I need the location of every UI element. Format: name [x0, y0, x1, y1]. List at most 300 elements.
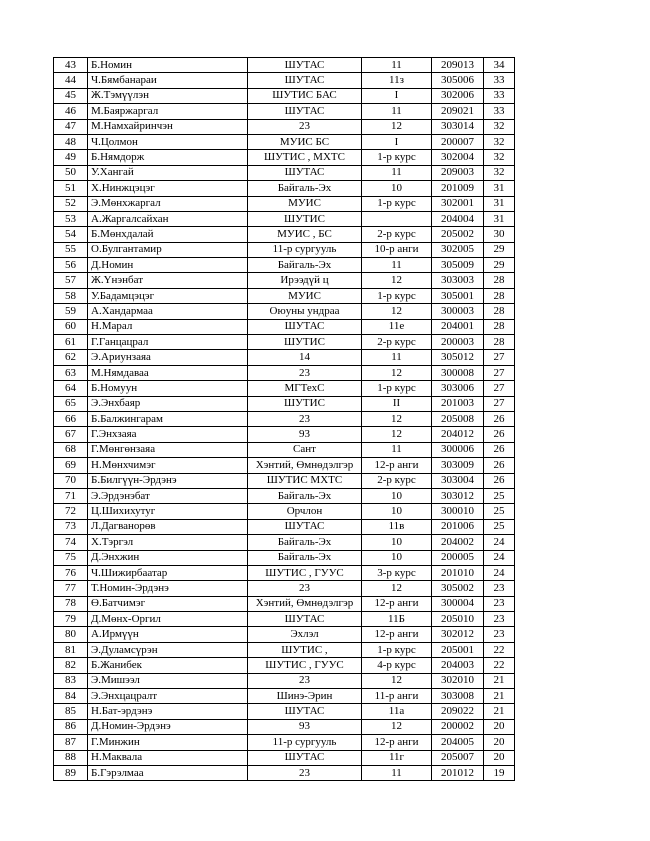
grade-level-cell: 11 [362, 258, 432, 273]
score-cell: 25 [484, 519, 515, 534]
participant-name-cell: Э.Ариунзаяа [88, 350, 248, 365]
score-cell: 26 [484, 458, 515, 473]
grade-level-cell: 12 [362, 304, 432, 319]
participant-id-cell: 302010 [432, 673, 484, 688]
participant-id-cell: 303003 [432, 273, 484, 288]
participant-name-cell: Э.Дуламсүрэн [88, 642, 248, 657]
school-name-cell: Орчлон [248, 504, 362, 519]
grade-level-cell: 10 [362, 488, 432, 503]
participant-name-cell: Б.Балжингарам [88, 411, 248, 426]
participant-id-cell: 302001 [432, 196, 484, 211]
participant-name-cell: Б.Жанибек [88, 658, 248, 673]
table-row [54, 150, 515, 165]
participant-id-cell: 300003 [432, 304, 484, 319]
school-name-cell: Байгаль-Эх [248, 181, 362, 196]
grade-level-cell: 11 [362, 765, 432, 780]
row-number-cell: 73 [54, 519, 88, 534]
row-number-cell: 50 [54, 165, 88, 180]
score-cell: 25 [484, 504, 515, 519]
school-name-cell: ШУТАС [248, 750, 362, 765]
school-name-cell: ШУТАС [248, 319, 362, 334]
participant-id-cell: 205010 [432, 612, 484, 627]
participant-name-cell: Ж.Үнэнбат [88, 273, 248, 288]
score-cell: 24 [484, 550, 515, 565]
row-number-cell: 54 [54, 227, 88, 242]
participant-name-cell: Н.Маквала [88, 750, 248, 765]
participant-name-cell: Э.Мөнхжаргал [88, 196, 248, 211]
table-row [54, 88, 515, 103]
row-number-cell: 74 [54, 535, 88, 550]
participant-id-cell: 204004 [432, 211, 484, 226]
row-number-cell: 84 [54, 689, 88, 704]
grade-level-cell: 12 [362, 119, 432, 134]
school-name-cell: ШУТИС , МХТС [248, 150, 362, 165]
row-number-cell: 65 [54, 396, 88, 411]
participant-name-cell: Х.Тэргэл [88, 535, 248, 550]
grade-level-cell: 1-р курс [362, 381, 432, 396]
grade-level-cell: 10 [362, 504, 432, 519]
participant-id-cell: 200007 [432, 134, 484, 149]
score-cell: 32 [484, 165, 515, 180]
row-number-cell: 83 [54, 673, 88, 688]
participant-id-cell: 302006 [432, 88, 484, 103]
score-cell: 19 [484, 765, 515, 780]
school-name-cell: ШУТИС БАС [248, 88, 362, 103]
row-number-cell: 76 [54, 565, 88, 580]
score-cell: 26 [484, 473, 515, 488]
score-cell: 32 [484, 134, 515, 149]
participant-name-cell: А.Ирмүүн [88, 627, 248, 642]
grade-level-cell: II [362, 396, 432, 411]
participant-name-cell: Э.Энхбаяр [88, 396, 248, 411]
table-row [54, 535, 515, 550]
table-row [54, 350, 515, 365]
grade-level-cell: 12 [362, 411, 432, 426]
row-number-cell: 85 [54, 704, 88, 719]
participant-id-cell: 201009 [432, 181, 484, 196]
table-row [54, 335, 515, 350]
participant-name-cell: Н.Марал [88, 319, 248, 334]
row-number-cell: 79 [54, 612, 88, 627]
table-row [54, 719, 515, 734]
score-cell: 29 [484, 242, 515, 257]
school-name-cell: ШУТИС , ГУУС [248, 565, 362, 580]
participant-name-cell: Д.Номин [88, 258, 248, 273]
table-row [54, 381, 515, 396]
row-number-cell: 88 [54, 750, 88, 765]
participant-name-cell: Б.Мөнхдалай [88, 227, 248, 242]
row-number-cell: 64 [54, 381, 88, 396]
table-row [54, 581, 515, 596]
grade-level-cell: 1-р курс [362, 150, 432, 165]
grade-level-cell: 12-р анги [362, 458, 432, 473]
score-cell: 23 [484, 627, 515, 642]
participant-name-cell: Б.Билгүүн-Эрдэнэ [88, 473, 248, 488]
row-number-cell: 56 [54, 258, 88, 273]
table-row [54, 242, 515, 257]
score-cell: 22 [484, 658, 515, 673]
row-number-cell: 69 [54, 458, 88, 473]
school-name-cell: ШУТАС [248, 519, 362, 534]
score-cell: 23 [484, 581, 515, 596]
participant-name-cell: Н.Бат-эрдэнэ [88, 704, 248, 719]
grade-level-cell: 10 [362, 181, 432, 196]
table-row [54, 642, 515, 657]
grade-level-cell: 11а [362, 704, 432, 719]
table-row [54, 396, 515, 411]
school-name-cell: 23 [248, 673, 362, 688]
table-row [54, 673, 515, 688]
row-number-cell: 60 [54, 319, 88, 334]
school-name-cell: Сант [248, 442, 362, 457]
school-name-cell: ШУТАС [248, 612, 362, 627]
participant-id-cell: 201010 [432, 565, 484, 580]
school-name-cell: Шинэ-Эрин [248, 689, 362, 704]
row-number-cell: 58 [54, 288, 88, 303]
table-row [54, 227, 515, 242]
table-row [54, 181, 515, 196]
table-row [54, 304, 515, 319]
school-name-cell: Хэнтий, Өмнөдэлгэр [248, 458, 362, 473]
school-name-cell: 23 [248, 365, 362, 380]
participant-id-cell: 209021 [432, 104, 484, 119]
school-name-cell: ШУТИС [248, 396, 362, 411]
school-name-cell: МУИС , БС [248, 227, 362, 242]
table-row [54, 658, 515, 673]
participant-name-cell: Д.Энхжин [88, 550, 248, 565]
grade-level-cell: 2-р курс [362, 227, 432, 242]
score-cell: 23 [484, 596, 515, 611]
grade-level-cell: 1-р курс [362, 196, 432, 211]
participant-name-cell: Б.Номин [88, 58, 248, 73]
table-row [54, 73, 515, 88]
table-row [54, 458, 515, 473]
participant-id-cell: 300010 [432, 504, 484, 519]
participant-name-cell: М.Нямдаваа [88, 365, 248, 380]
participant-id-cell: 303008 [432, 689, 484, 704]
score-cell: 31 [484, 211, 515, 226]
table-row [54, 427, 515, 442]
participant-name-cell: Б.Гэрэлмаа [88, 765, 248, 780]
score-cell: 30 [484, 227, 515, 242]
row-number-cell: 81 [54, 642, 88, 657]
row-number-cell: 52 [54, 196, 88, 211]
grade-level-cell: 12 [362, 719, 432, 734]
participant-id-cell: 205001 [432, 642, 484, 657]
row-number-cell: 86 [54, 719, 88, 734]
participant-id-cell: 204005 [432, 735, 484, 750]
row-number-cell: 59 [54, 304, 88, 319]
row-number-cell: 67 [54, 427, 88, 442]
participant-id-cell: 303014 [432, 119, 484, 134]
table-row [54, 704, 515, 719]
school-name-cell: ШУТАС [248, 73, 362, 88]
score-cell: 25 [484, 488, 515, 503]
school-name-cell: МУИС [248, 196, 362, 211]
grade-level-cell: 12-р анги [362, 735, 432, 750]
participant-name-cell: О.Булгантамир [88, 242, 248, 257]
participant-id-cell: 305006 [432, 73, 484, 88]
table-row [54, 473, 515, 488]
school-name-cell: ШУТИС [248, 211, 362, 226]
row-number-cell: 48 [54, 134, 88, 149]
school-name-cell: МУИС БС [248, 134, 362, 149]
row-number-cell: 66 [54, 411, 88, 426]
school-name-cell: ШУТАС [248, 165, 362, 180]
score-cell: 26 [484, 442, 515, 457]
participant-id-cell: 303006 [432, 381, 484, 396]
table-row [54, 504, 515, 519]
grade-level-cell: 3-р курс [362, 565, 432, 580]
grade-level-cell: 11 [362, 165, 432, 180]
table-row [54, 134, 515, 149]
participant-id-cell: 302012 [432, 627, 484, 642]
grade-level-cell: 11г [362, 750, 432, 765]
grade-level-cell: 1-р курс [362, 642, 432, 657]
participant-id-cell: 303009 [432, 458, 484, 473]
participant-id-cell: 205002 [432, 227, 484, 242]
score-cell: 29 [484, 258, 515, 273]
grade-level-cell: 4-р курс [362, 658, 432, 673]
table-row [54, 765, 515, 780]
table-row [54, 550, 515, 565]
table-row [54, 104, 515, 119]
row-number-cell: 77 [54, 581, 88, 596]
table-row [54, 612, 515, 627]
participant-id-cell: 209003 [432, 165, 484, 180]
row-number-cell: 44 [54, 73, 88, 88]
grade-level-cell: 11е [362, 319, 432, 334]
participant-id-cell: 201006 [432, 519, 484, 534]
score-cell: 24 [484, 565, 515, 580]
grade-level-cell: 11Б [362, 612, 432, 627]
grade-level-cell: 12 [362, 673, 432, 688]
row-number-cell: 55 [54, 242, 88, 257]
participant-name-cell: Д.Номин-Эрдэнэ [88, 719, 248, 734]
participant-name-cell: Г.Минжин [88, 735, 248, 750]
score-cell: 32 [484, 150, 515, 165]
score-cell: 23 [484, 612, 515, 627]
row-number-cell: 53 [54, 211, 88, 226]
participant-name-cell: М.Намхайринчэн [88, 119, 248, 134]
participant-id-cell: 204012 [432, 427, 484, 442]
row-number-cell: 45 [54, 88, 88, 103]
school-name-cell: Байгаль-Эх [248, 258, 362, 273]
row-number-cell: 61 [54, 335, 88, 350]
school-name-cell: Байгаль-Эх [248, 488, 362, 503]
score-cell: 28 [484, 304, 515, 319]
row-number-cell: 43 [54, 58, 88, 73]
school-name-cell: Хэнтий, Өмнөдэлгэр [248, 596, 362, 611]
participant-id-cell: 302005 [432, 242, 484, 257]
grade-level-cell: I [362, 88, 432, 103]
participant-name-cell: Г.Мөнгөнзаяа [88, 442, 248, 457]
score-cell: 33 [484, 73, 515, 88]
participant-name-cell: Л.Дагванорөв [88, 519, 248, 534]
row-number-cell: 57 [54, 273, 88, 288]
school-name-cell: 23 [248, 581, 362, 596]
score-cell: 27 [484, 365, 515, 380]
participant-id-cell: 200003 [432, 335, 484, 350]
row-number-cell: 87 [54, 735, 88, 750]
participant-name-cell: Б.Номуун [88, 381, 248, 396]
participant-id-cell: 305009 [432, 258, 484, 273]
score-cell: 21 [484, 689, 515, 704]
participant-id-cell: 204003 [432, 658, 484, 673]
school-name-cell: 14 [248, 350, 362, 365]
table-row [54, 519, 515, 534]
school-name-cell: Байгаль-Эх [248, 535, 362, 550]
row-number-cell: 46 [54, 104, 88, 119]
grade-level-cell: 10 [362, 535, 432, 550]
participant-name-cell: Г.Энхзаяа [88, 427, 248, 442]
participant-name-cell: Э.Энхцацралт [88, 689, 248, 704]
score-cell: 26 [484, 411, 515, 426]
table-row [54, 627, 515, 642]
participant-id-cell: 305002 [432, 581, 484, 596]
participant-id-cell: 201012 [432, 765, 484, 780]
score-cell: 28 [484, 319, 515, 334]
score-cell: 27 [484, 350, 515, 365]
grade-level-cell: 11-р анги [362, 689, 432, 704]
score-cell: 28 [484, 288, 515, 303]
participant-name-cell: У.Хангай [88, 165, 248, 180]
participant-id-cell: 204001 [432, 319, 484, 334]
table-row [54, 288, 515, 303]
participant-name-cell: А.Жаргалсайхан [88, 211, 248, 226]
participant-id-cell: 300004 [432, 596, 484, 611]
school-name-cell: 93 [248, 427, 362, 442]
school-name-cell: ШУТАС [248, 58, 362, 73]
participant-id-cell: 300008 [432, 365, 484, 380]
score-cell: 28 [484, 273, 515, 288]
participant-name-cell: М.Баяржаргал [88, 104, 248, 119]
participant-name-cell: Б.Нямдорж [88, 150, 248, 165]
grade-level-cell: 10-р анги [362, 242, 432, 257]
participant-id-cell: 300006 [432, 442, 484, 457]
grade-level-cell: 2-р курс [362, 473, 432, 488]
grade-level-cell: I [362, 134, 432, 149]
score-cell: 31 [484, 181, 515, 196]
school-name-cell: Оюуны ундраа [248, 304, 362, 319]
school-name-cell: ШУТИС [248, 335, 362, 350]
score-cell: 33 [484, 104, 515, 119]
participant-id-cell: 303004 [432, 473, 484, 488]
participant-id-cell: 303012 [432, 488, 484, 503]
school-name-cell: ШУТАС [248, 104, 362, 119]
participant-id-cell: 204002 [432, 535, 484, 550]
table-row [54, 273, 515, 288]
school-name-cell: 93 [248, 719, 362, 734]
school-name-cell: ШУТИС МХТС [248, 473, 362, 488]
participant-id-cell: 200002 [432, 719, 484, 734]
score-cell: 28 [484, 335, 515, 350]
results-table-body [54, 58, 515, 781]
row-number-cell: 70 [54, 473, 88, 488]
participant-name-cell: Д.Мөнх-Оргил [88, 612, 248, 627]
grade-level-cell: 12-р анги [362, 596, 432, 611]
participant-id-cell: 209013 [432, 58, 484, 73]
participant-id-cell: 305012 [432, 350, 484, 365]
participant-name-cell: Х.Нинжцэцэг [88, 181, 248, 196]
grade-level-cell: 11в [362, 519, 432, 534]
grade-level-cell: 12 [362, 273, 432, 288]
row-number-cell: 71 [54, 488, 88, 503]
participant-id-cell: 302004 [432, 150, 484, 165]
participant-id-cell: 205007 [432, 750, 484, 765]
school-name-cell: 11-р сургууль [248, 735, 362, 750]
school-name-cell: Ирээдүй ц [248, 273, 362, 288]
row-number-cell: 80 [54, 627, 88, 642]
grade-level-cell: 11 [362, 442, 432, 457]
school-name-cell: ШУТИС , [248, 642, 362, 657]
participant-name-cell: Ж.Тэмүүлэн [88, 88, 248, 103]
grade-level-cell: 12 [362, 365, 432, 380]
school-name-cell: МГТехС [248, 381, 362, 396]
participant-name-cell: Э.Эрдэнэбат [88, 488, 248, 503]
table-row [54, 442, 515, 457]
score-cell: 27 [484, 396, 515, 411]
row-number-cell: 49 [54, 150, 88, 165]
grade-level-cell: 12 [362, 427, 432, 442]
table-row [54, 735, 515, 750]
participant-id-cell: 201003 [432, 396, 484, 411]
row-number-cell: 89 [54, 765, 88, 780]
participant-id-cell: 200005 [432, 550, 484, 565]
table-row [54, 565, 515, 580]
participant-name-cell: Ө.Батчимэг [88, 596, 248, 611]
table-row [54, 319, 515, 334]
participant-name-cell: Т.Номин-Эрдэнэ [88, 581, 248, 596]
score-cell: 26 [484, 427, 515, 442]
score-cell: 20 [484, 750, 515, 765]
participant-name-cell: Н.Мөнхчимэг [88, 458, 248, 473]
score-cell: 20 [484, 735, 515, 750]
participant-name-cell: Ч.Шижирбаатар [88, 565, 248, 580]
participant-name-cell: Ц.Шихихутуг [88, 504, 248, 519]
school-name-cell: ШУТИС , ГУУС [248, 658, 362, 673]
score-cell: 31 [484, 196, 515, 211]
grade-level-cell: 12 [362, 581, 432, 596]
grade-level-cell: 11з [362, 73, 432, 88]
grade-level-cell [362, 211, 432, 226]
table-row [54, 258, 515, 273]
results-table [53, 57, 515, 781]
row-number-cell: 78 [54, 596, 88, 611]
school-name-cell: 11-р сургууль [248, 242, 362, 257]
school-name-cell: 23 [248, 411, 362, 426]
participant-name-cell: Э.Мишээл [88, 673, 248, 688]
grade-level-cell: 11 [362, 58, 432, 73]
row-number-cell: 68 [54, 442, 88, 457]
score-cell: 21 [484, 704, 515, 719]
table-row [54, 411, 515, 426]
participant-name-cell: А.Хандармаа [88, 304, 248, 319]
score-cell: 22 [484, 642, 515, 657]
table-row [54, 689, 515, 704]
grade-level-cell: 11 [362, 350, 432, 365]
table-row [54, 750, 515, 765]
grade-level-cell: 1-р курс [362, 288, 432, 303]
table-row [54, 165, 515, 180]
score-cell: 32 [484, 119, 515, 134]
score-cell: 21 [484, 673, 515, 688]
row-number-cell: 82 [54, 658, 88, 673]
grade-level-cell: 10 [362, 550, 432, 565]
table-row [54, 119, 515, 134]
score-cell: 33 [484, 88, 515, 103]
row-number-cell: 47 [54, 119, 88, 134]
